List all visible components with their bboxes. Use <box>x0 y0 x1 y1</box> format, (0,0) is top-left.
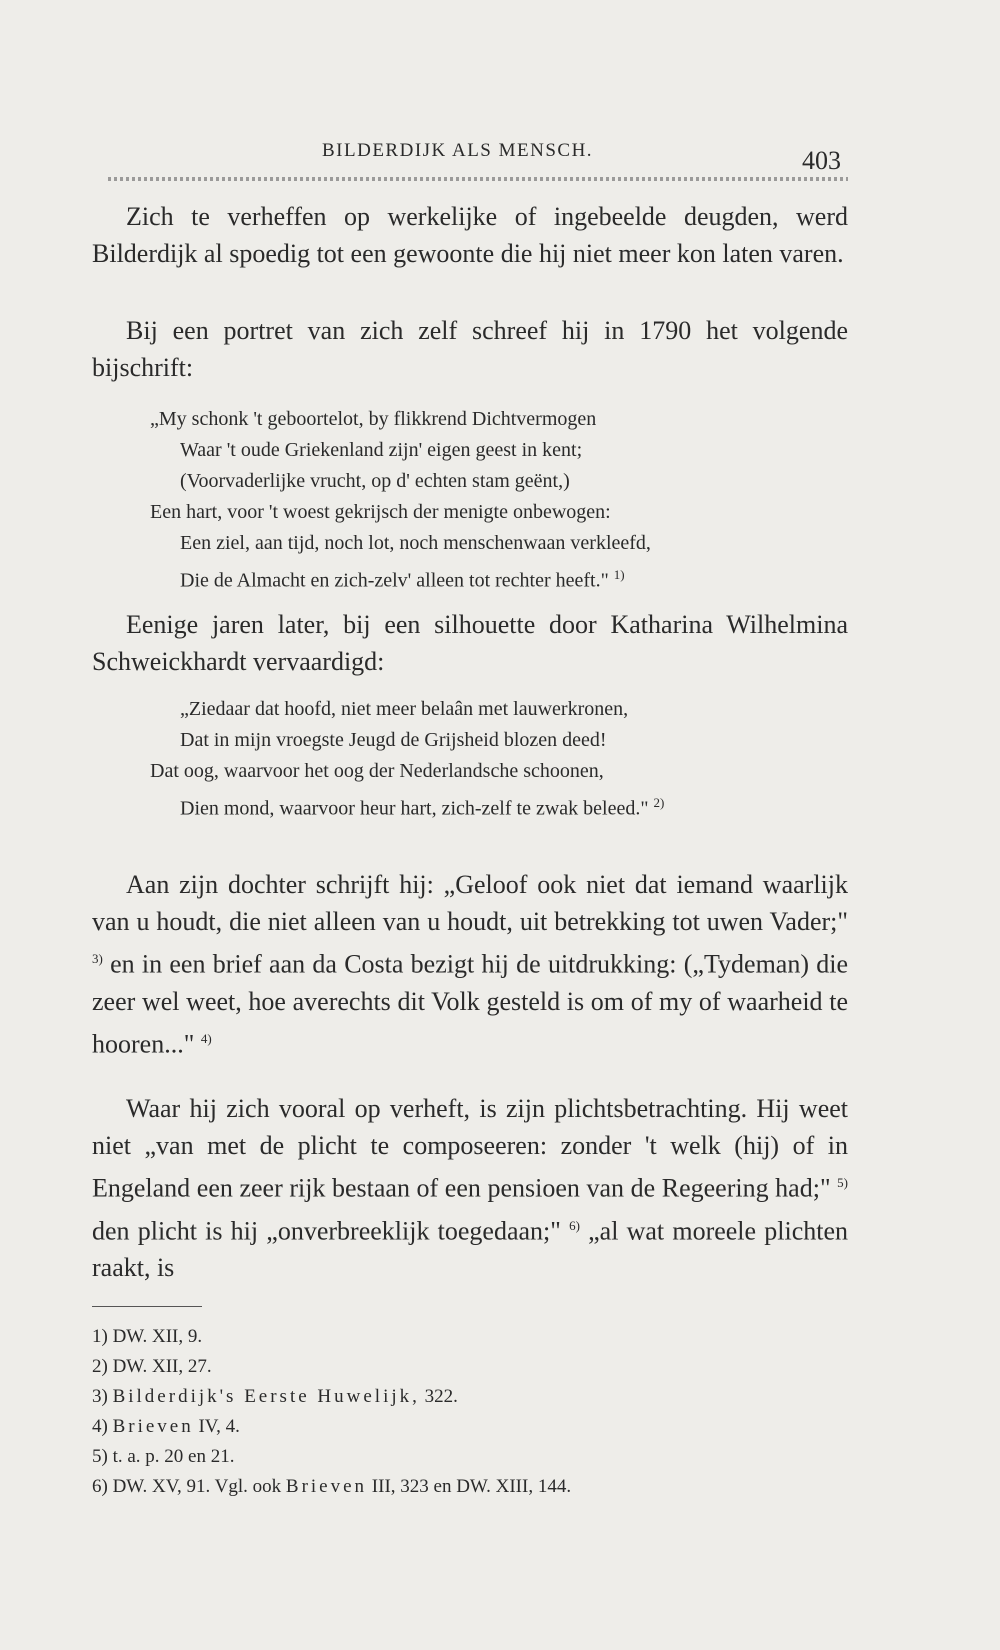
poem-line: Waar 't oude Griekenland zijn' eigen geest in kent; <box>180 439 583 461</box>
footnote-ref: 3) <box>92 951 103 966</box>
poem-line: Een hart, voor 't woest gekrijsch der menigte onbewogen: <box>150 501 611 523</box>
footnote-2: 2) DW. XII, 27. <box>92 1356 212 1377</box>
poem-line-last <box>150 787 800 825</box>
footnote-page: IV, 4. <box>198 1416 240 1437</box>
footnote-title: Bilderdijk's Eerste Huwelijk, <box>112 1386 420 1407</box>
footnote-page: 322. <box>424 1386 458 1407</box>
poem-line: Een ziel, aan tijd, noch lot, noch menschenwaan verkleefd, <box>180 532 651 554</box>
poem-line: „Ziedaar dat hoofd, niet meer belaân met lauwerkronen, <box>180 698 629 720</box>
footnote-3 <box>92 1382 792 1412</box>
paragraph-4-text-a: Aan zijn dochter schrijft hij: „Geloof ook niet dat iemand waarlijk van u houdt, die niet alleen van u houdt, uit betrekking tot uwen Vader;" <box>92 870 848 936</box>
footnote-1: 1) DW. XII, 9. <box>92 1326 203 1347</box>
poem-line-last <box>150 559 800 597</box>
footnote-text: 6) DW. XV, 91. Vgl. ook <box>92 1476 282 1497</box>
page-number: 403 <box>802 146 841 175</box>
paragraph-4-text-b: en in een brief aan da Costa bezigt hij de uitdrukking: („Tydeman) die zeer wel weet, hoe averechts dit Volk gesteld is om of my of waarheid te hooren..." <box>92 949 849 1059</box>
paragraph-2: Bij een portret van zich zelf schreef hij in 1790 het volgende bijschrift: <box>92 316 848 382</box>
footnote-4 <box>92 1412 792 1442</box>
footnotes <box>92 1322 792 1502</box>
poem-line-text: Die de Almacht en zich-zelv' alleen tot rechter heeft." <box>180 569 609 592</box>
poem-line: Dat oog, waarvoor het oog der Nederlandsche schoonen, <box>150 760 604 782</box>
poem-line: (Voorvaderlijke vrucht, op d' echten stam geënt,) <box>180 470 570 492</box>
footnote-title: Brieven <box>112 1416 194 1437</box>
poem-silhouette <box>150 694 800 825</box>
paragraph-4 <box>92 866 848 1062</box>
footnote-rule <box>92 1306 202 1307</box>
footnote-ref: 5) <box>837 1175 848 1190</box>
paragraph-1: Zich te verheffen op werkelijke of ingebeelde deugden, werd Bilderdijk al spoedig tot een gewoonte die hij niet meer kon laten varen. <box>92 202 848 268</box>
footnote-6 <box>92 1472 792 1502</box>
footnote-5: 5) t. a. p. 20 en 21. <box>92 1446 235 1467</box>
header-rule <box>108 177 848 181</box>
poem-line-text: Dien mond, waarvoor heur hart, zich-zelf te zwak beleed." <box>180 797 649 820</box>
paragraph-3: Eenige jaren later, bij een silhouette door Katharina Wilhelmina Schweickhardt vervaardigd: <box>92 610 848 676</box>
footnote-ref: 6) <box>569 1217 580 1233</box>
footnote-number: 3) <box>92 1386 108 1407</box>
paragraph-5-text-b: den plicht is hij „onverbreeklijk toegedaan;" <box>92 1216 561 1246</box>
poem-line: Dat in mijn vroegste Jeugd de Grijsheid blozen deed! <box>180 729 607 751</box>
running-head: BILDERDIJK ALS MENSCH. <box>322 140 594 161</box>
footnote-ref: 2) <box>653 795 665 810</box>
paragraph-5 <box>92 1090 848 1286</box>
poem-line: „My schonk 't geboortelot, by flikkrend Dichtvermogen <box>150 408 597 430</box>
footnote-ref: 1) <box>613 567 625 582</box>
footnote-page: III, 323 en DW. XIII, 144. <box>371 1476 572 1497</box>
paragraph-5-text-c: „al wat moreele plichten raakt, is <box>92 1216 849 1283</box>
footnote-number: 4) <box>92 1416 108 1437</box>
poem-portrait <box>150 404 800 597</box>
footnote-ref: 4) <box>200 1030 212 1046</box>
footnote-title: Brieven <box>285 1476 368 1497</box>
paragraph-5-text-a: Waar hij zich vooral op verheft, is zijn plichtsbetrachting. Hij weet niet „van met de plicht te composeeren: zonder 't welk (hij) of in Engeland een zeer rijk bestaan of een pensioen van de Regeering had;" <box>92 1094 848 1203</box>
